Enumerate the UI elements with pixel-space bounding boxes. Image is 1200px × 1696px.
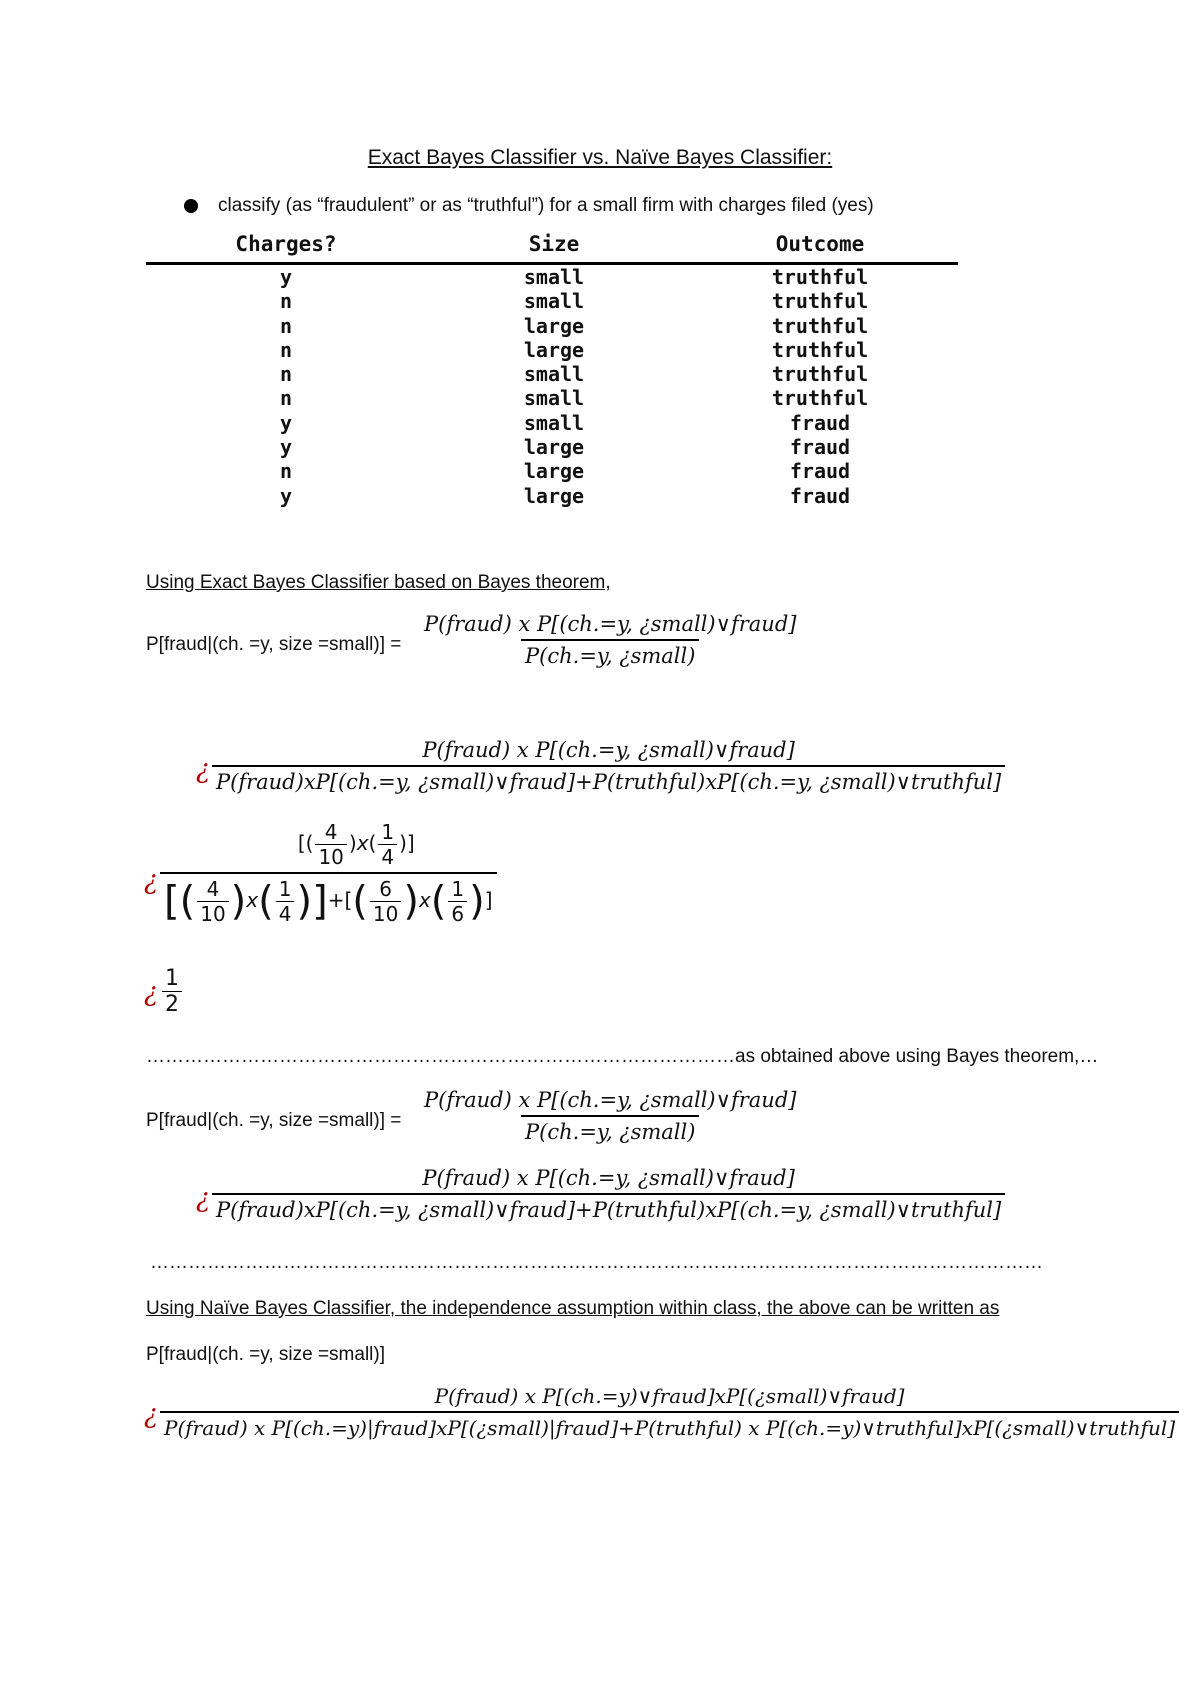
fraction-numerator: P(fraud) x P[(ch.=y, ¿small)∨fraud]: [424, 612, 797, 636]
cell-outcome: fraud: [789, 459, 851, 484]
fraction-denominator: P(fraud)xP[(ch.=y, ¿small)∨fraud]+P(truthful)xP[(ch.=y, ¿small)∨truthful]: [212, 765, 1005, 794]
inverted-question-mark: ¿: [196, 755, 210, 785]
table-row: [146, 362, 958, 386]
cell-outcome: truthful: [771, 289, 869, 314]
cell-outcome: truthful: [771, 313, 869, 338]
cell-charges: y: [279, 410, 293, 435]
cell-size: large: [523, 435, 585, 460]
cell-charges: n: [279, 362, 293, 387]
fraction-numerator: P(fraud) x P[(ch.=y, ¿small)∨fraud]: [422, 738, 795, 762]
frac-1-6: $\frac{1}{6}$: [448, 877, 467, 926]
exact-heading: Using Exact Bayes Classifier based on Bayes theorem,: [146, 572, 611, 593]
table-row: [146, 484, 958, 508]
frac-6-10: $\frac{6}{10}$: [370, 877, 401, 926]
inverted-question-mark: ¿: [144, 866, 158, 896]
dotted-line-2: ……………………………………………………………………………………………………………………………: [150, 1252, 1043, 1273]
table-body: [146, 265, 958, 508]
dotted-line: …………………………………………………………………………………as obtained above using Bayes theorem,…: [146, 1046, 1099, 1067]
inverted-question-mark: ¿: [144, 1400, 158, 1430]
cell-size: small: [523, 265, 585, 289]
numeric-fraction: [160, 820, 497, 926]
result-numerator: 1: [165, 966, 179, 991]
table-row: [146, 435, 958, 459]
exact-fraction-1: [420, 612, 800, 668]
exact-fraction-2: [212, 738, 1005, 794]
table-row: [146, 338, 958, 362]
fraction-denominator: P(fraud)xP[(ch.=y, ¿small)∨fraud]+P(truthful)xP[(ch.=y, ¿small)∨truthful]: [212, 1193, 1005, 1222]
fraction-numerator: P(fraud) x P[(ch.=y, ¿small)∨fraud]: [422, 1166, 795, 1190]
result-fraction: [160, 966, 184, 1017]
naive-fraction: [160, 1384, 1179, 1440]
cell-outcome: truthful: [771, 265, 869, 289]
fraction-numerator: P(fraud) x P[(ch.=y)∨fraud]xP[(¿small)∨fraud]: [434, 1384, 905, 1408]
bullet-icon: [184, 199, 198, 213]
inverted-question-mark: ¿: [144, 978, 158, 1008]
cell-size: large: [523, 337, 585, 362]
cell-size: large: [523, 313, 585, 338]
cell-size: small: [523, 386, 585, 411]
cell-size: small: [523, 410, 585, 435]
repeat-fraction-2: [212, 1166, 1005, 1222]
cell-charges: n: [279, 313, 293, 338]
fraction-denominator: P(fraud) x P[(ch.=y)|fraud]xP[(¿small)|fraud]+P(truthful) x P[(ch.=y)∨truthful]xP[(¿small)∨truthful]: [160, 1411, 1179, 1440]
cell-outcome: fraud: [789, 483, 851, 508]
frac-4-10: $\frac{4}{10}$: [315, 820, 346, 869]
table-row: [146, 314, 958, 338]
exact-lhs: P[fraud|(ch. =y, size =small)] =: [146, 634, 402, 655]
cell-size: large: [523, 483, 585, 508]
frac-1-4: $\frac{1}{4}$: [378, 820, 397, 869]
numeric-denominator: [( $\frac{4}{10}$ )x( $\frac{1}{4}$ )]+[( $\frac{6}{10}$ )x( $\frac{1}{6}$ )]: [160, 872, 497, 926]
cell-charges: n: [279, 386, 293, 411]
header-size: Size: [528, 232, 580, 256]
fraction-numerator: P(fraud) x P[(ch.=y, ¿small)∨fraud]: [424, 1088, 797, 1112]
naive-heading: Using Naïve Bayes Classifier, the independence assumption within class, the above can be written as: [146, 1298, 1000, 1319]
repeat-lhs: P[fraud|(ch. =y, size =small)] =: [146, 1110, 402, 1131]
data-table: [146, 232, 958, 508]
table-header: [146, 232, 958, 265]
table-row: [146, 459, 958, 483]
result-denominator: 2: [162, 991, 182, 1017]
repeat-fraction-1: [420, 1088, 800, 1144]
cell-outcome: fraud: [789, 435, 851, 460]
numeric-numerator: [( $\frac{4}{10}$ )x( $\frac{1}{4}$ )]: [297, 820, 415, 869]
table-row: [146, 289, 958, 313]
cell-outcome: truthful: [771, 386, 869, 411]
header-outcome: Outcome: [775, 232, 865, 256]
cell-outcome: truthful: [771, 337, 869, 362]
page-title: Exact Bayes Classifier vs. Naïve Bayes Classifier:: [367, 146, 833, 169]
cell-size: small: [523, 362, 585, 387]
cell-charges: y: [279, 483, 293, 508]
cell-charges: n: [279, 289, 293, 314]
table-row: [146, 411, 958, 435]
frac-4-10: $\frac{4}{10}$: [197, 877, 228, 926]
cell-charges: n: [279, 459, 293, 484]
cell-charges: n: [279, 337, 293, 362]
cell-outcome: fraud: [789, 410, 851, 435]
fraction-denominator: P(ch.=y, ¿small): [521, 1115, 699, 1144]
inverted-question-mark: ¿: [196, 1184, 210, 1214]
cell-charges: y: [279, 435, 293, 460]
fraction-denominator: P(ch.=y, ¿small): [521, 639, 699, 668]
table-row: [146, 265, 958, 289]
header-charges: Charges?: [235, 232, 337, 256]
naive-lhs: P[fraud|(ch. =y, size =small)]: [146, 1344, 385, 1365]
frac-1-4: $\frac{1}{4}$: [276, 877, 295, 926]
cell-size: small: [523, 289, 585, 314]
cell-charges: y: [279, 265, 293, 289]
table-row: [146, 386, 958, 410]
bullet-text: classify (as “fraudulent” or as “truthful”) for a small firm with charges filed (yes): [218, 195, 874, 216]
cell-outcome: truthful: [771, 362, 869, 387]
cell-size: large: [523, 459, 585, 484]
